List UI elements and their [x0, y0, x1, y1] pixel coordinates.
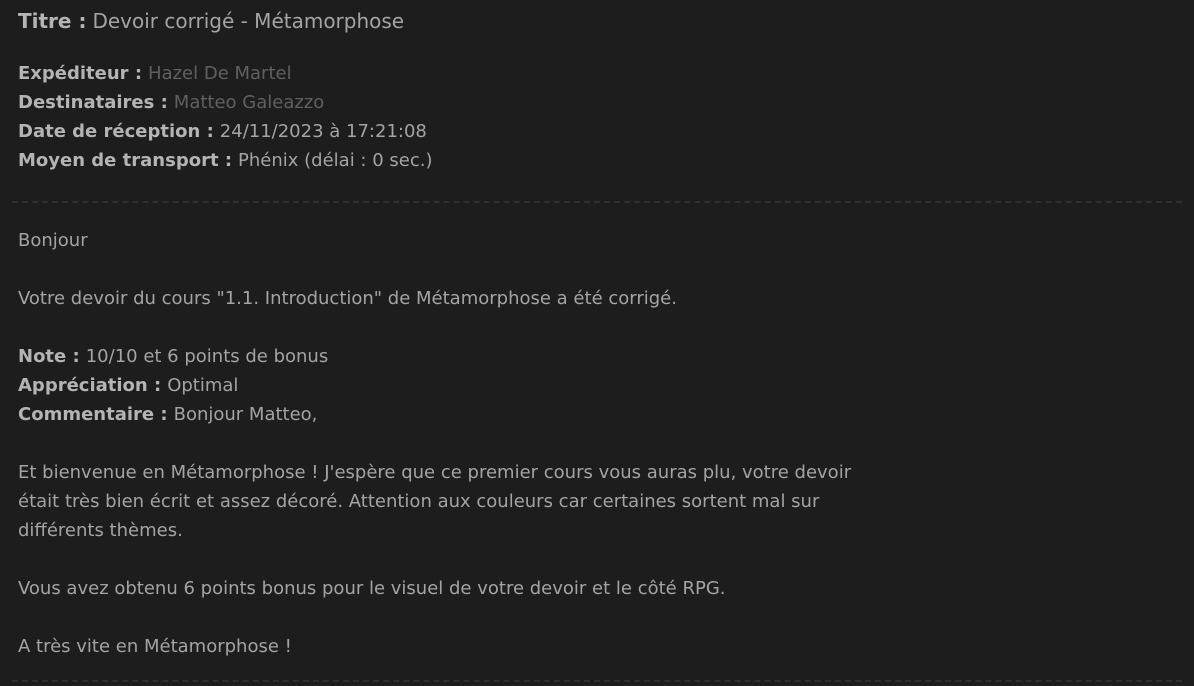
received-date-value: 24/11/2023 à 17:21:08 — [219, 121, 427, 142]
bonus-line: Vous avez obtenu 6 points bonus pour le visuel de votre devoir et le côté RPG. — [18, 578, 726, 599]
appreciation-value: Optimal — [167, 375, 239, 396]
footer-divider — [12, 680, 1182, 682]
message-title: Devoir corrigé - Métamorphose — [92, 9, 405, 33]
note-value: 10/10 et 6 points de bonus — [85, 346, 329, 367]
received-date-label: Date de réception : — [18, 121, 214, 142]
note-row — [18, 342, 1176, 371]
comment-paragraph-line: différents thèmes. — [18, 520, 183, 541]
comment-paragraph-line: était très bien écrit et assez décoré. Attention aux couleurs car certaines sortent mal sur — [18, 491, 820, 512]
comment-paragraph-line: Et bienvenue en Métamorphose ! J'espère que ce premier cours vous auras plu, votre devoir — [18, 462, 852, 483]
transport-value: Phénix (délai : 0 sec.) — [238, 150, 433, 171]
spacer — [18, 429, 1176, 458]
spacer — [18, 603, 1176, 632]
transport-label: Moyen de transport : — [18, 150, 233, 171]
transport-row — [18, 146, 1176, 175]
received-date-row — [18, 117, 1176, 146]
recipient-name-link[interactable]: Matteo Galeazzo — [173, 92, 325, 113]
intro-line: Votre devoir du cours "1.1. Introduction" de Métamorphose a été corrigé. — [18, 288, 677, 309]
note-label: Note : — [18, 346, 80, 367]
title-label: Titre : — [18, 9, 87, 33]
message-title-row — [18, 6, 1176, 36]
appreciation-label: Appréciation : — [18, 375, 162, 396]
header-divider — [12, 201, 1182, 203]
message-header — [18, 59, 1176, 175]
spacer — [18, 313, 1176, 342]
recipients-label: Destinataires : — [18, 92, 168, 113]
sender-name-link[interactable]: Hazel De Martel — [148, 63, 292, 84]
spacer — [18, 545, 1176, 574]
greeting-line: Bonjour — [18, 230, 88, 251]
recipients-row — [18, 88, 1176, 117]
comment-row — [18, 400, 1176, 429]
message-body — [18, 226, 1176, 661]
appreciation-row — [18, 371, 1176, 400]
spacer — [18, 255, 1176, 284]
sender-label: Expéditeur : — [18, 63, 143, 84]
comment-value: Bonjour Matteo, — [173, 404, 318, 425]
closing-line: A très vite en Métamorphose ! — [18, 636, 292, 657]
sender-row — [18, 59, 1176, 88]
comment-label: Commentaire : — [18, 404, 168, 425]
